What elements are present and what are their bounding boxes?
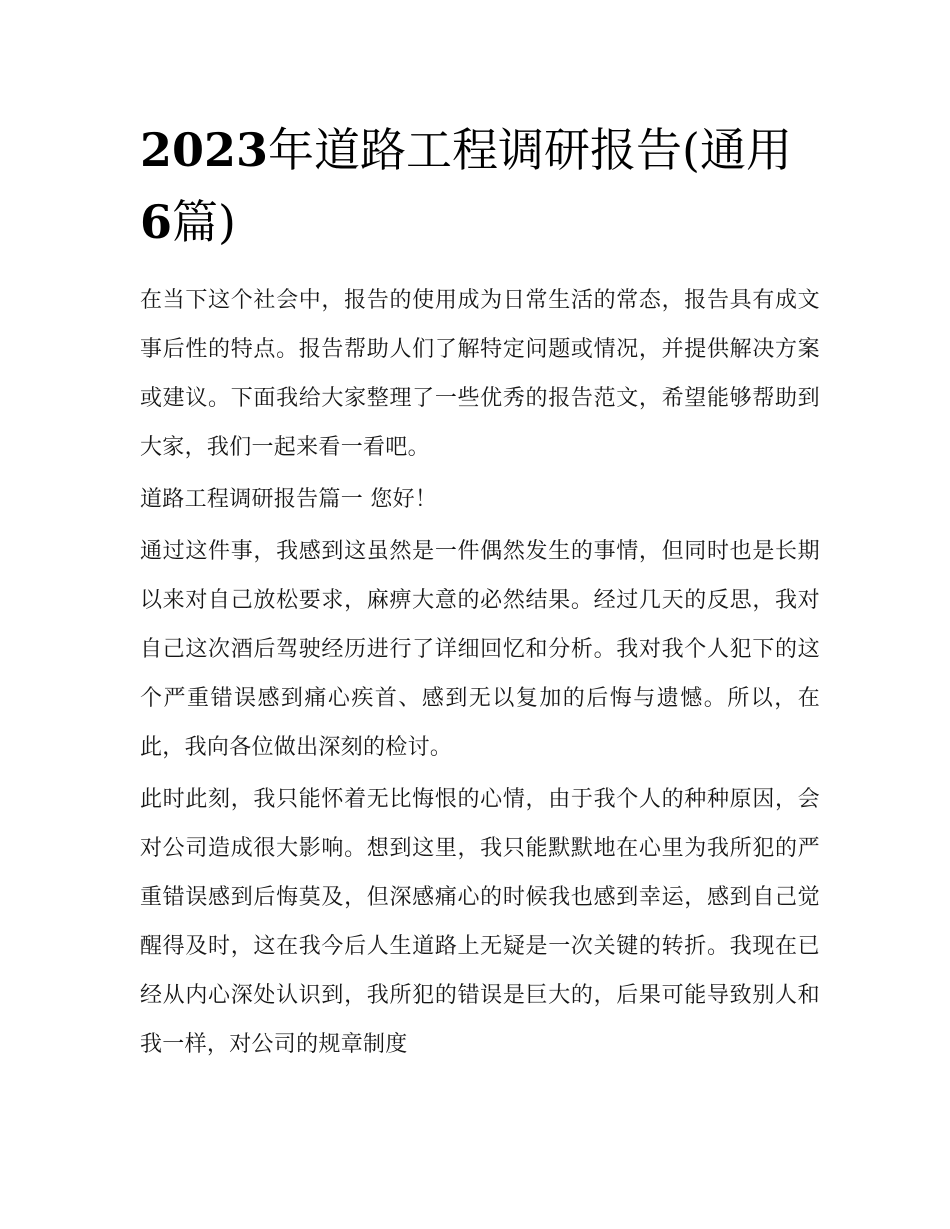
paragraph-intro: 在当下这个社会中，报告的使用成为日常生活的常态，报告具有成文事后性的特点。报告帮助人们了解特定问题或情况，并提供解决方案或建议。下面我给大家整理了一些优秀的报告范文，希望能够帮助到大家，我们一起来看一看吧。 bbox=[140, 288, 820, 460]
paragraph-section-heading: 道路工程调研报告篇一 您好！ bbox=[140, 487, 438, 512]
document-body bbox=[140, 276, 820, 1072]
title-year: 2023 bbox=[140, 123, 269, 177]
paragraph-regret: 此时此刻，我只能怀着无比悔恨的心情，由于我个人的种种原因，会对公司造成很大影响。想到这里，我只能默默地在心里为我所犯的严重错误感到后悔莫及，但深感痛心的时候我也感到幸运，感到自己觉醒得及时，这在我今后人生道路上无疑是一次关键的转折。我现在已经从内心深处认识到，我所犯的错误是巨大的，后果可能导致别人和我一样，对公司的规章制度 bbox=[140, 787, 820, 1057]
document-title bbox=[140, 114, 820, 258]
title-text-part1: 年道路工程调研报告(通用 bbox=[268, 123, 792, 177]
title-text-part2: 篇) bbox=[172, 195, 236, 249]
paragraph-reflection: 通过这件事，我感到这虽然是一件偶然发生的事情，但同时也是长期以来对自己放松要求，麻痹大意的必然结果。经过几天的反思，我对自己这次酒后驾驶经历进行了详细回忆和分析。我对我个人犯下的这个严重错误感到痛心疾首、感到无以复加的后悔与遗憾。所以，在此，我向各位做出深刻的检讨。 bbox=[140, 539, 820, 760]
title-count: 6 bbox=[140, 195, 173, 249]
